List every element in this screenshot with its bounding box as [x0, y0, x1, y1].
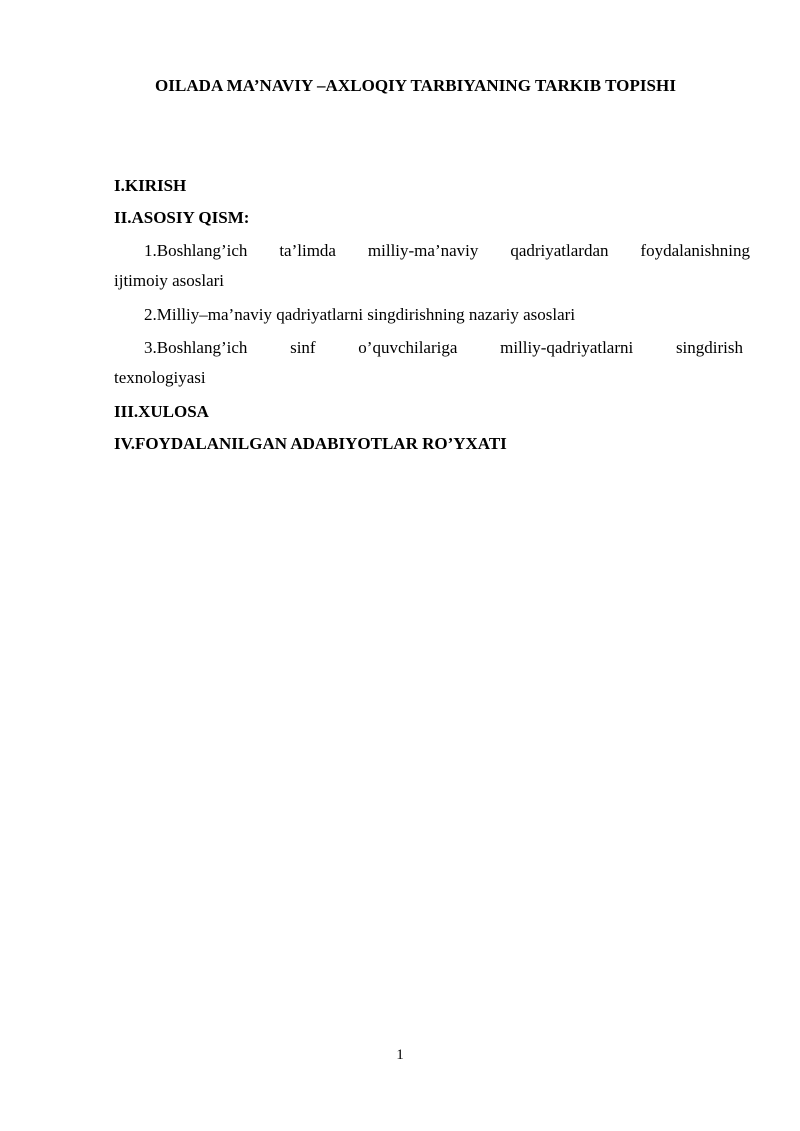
- list-item-continuation: ijtimoiy asoslari: [114, 271, 225, 290]
- document-title: OILADA MA’NAVIY –AXLOQIY TARBIYANING TARKIB TOPISHI: [155, 76, 676, 95]
- section-intro-heading: I.KIRISH: [114, 176, 187, 195]
- list-item: [114, 333, 750, 393]
- list-item-line: [114, 236, 750, 266]
- list-item-word: milliy-qadriyatlarni: [500, 338, 634, 357]
- list-item-line: [114, 333, 750, 363]
- list-item-first-word: 3.Boshlang’ich: [144, 333, 247, 363]
- section-main-heading: II.ASOSIY QISM:: [114, 208, 250, 227]
- section-references-heading: IV.FOYDALANILGAN ADABIYOTLAR RO’YXATI: [114, 434, 507, 453]
- section-conclusion-heading: III.XULOSA: [114, 402, 209, 421]
- list-item-word: qadriyatlardan: [510, 241, 609, 260]
- list-item-word: ta’limda: [279, 241, 336, 260]
- list-item-number: 2.: [144, 305, 157, 324]
- list-item-word: singdirish: [675, 338, 743, 357]
- list-item: [114, 236, 750, 296]
- list-item-first-word: 1.Boshlang’ich: [144, 236, 247, 266]
- list-item-number: 1.: [144, 241, 157, 260]
- list-item-number: 3.: [144, 338, 157, 357]
- page-number: 1: [396, 1047, 404, 1063]
- list-item-word: o’quvchilariga: [358, 338, 458, 357]
- list-item: [114, 300, 750, 330]
- list-item-text: Milliy–ma’naviy qadriyatlarni singdirishning nazariy asoslari: [156, 305, 576, 324]
- list-item-line: [114, 300, 750, 330]
- list-item-continuation: texnologiyasi: [114, 368, 206, 387]
- list-item-word: sinf: [290, 338, 316, 357]
- list-item-word: milliy-ma’naviy: [367, 241, 479, 260]
- list-item-word: foydalanishning: [640, 241, 750, 260]
